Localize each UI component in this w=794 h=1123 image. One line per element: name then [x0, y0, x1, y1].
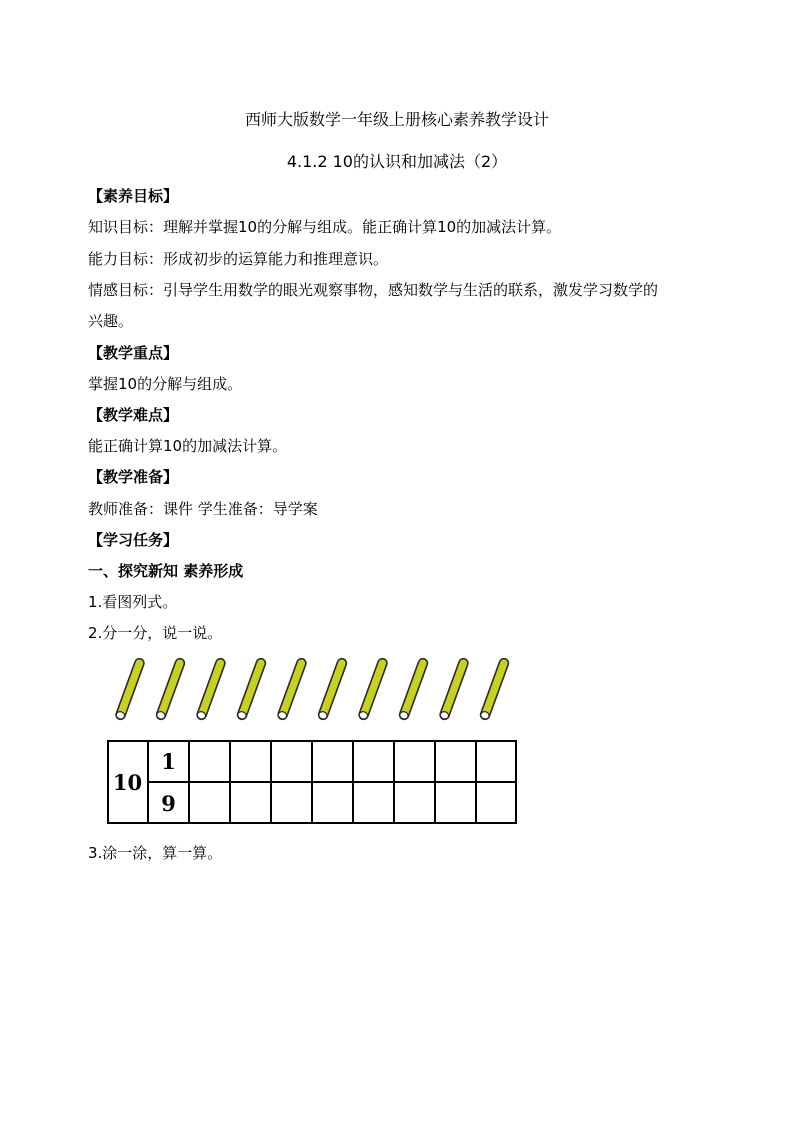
goals-heading: 【素养目标】 [88, 187, 179, 205]
step-1: 1.看图列式。 [88, 593, 178, 611]
grid-total-number: 10 [112, 770, 143, 795]
counting-stick [236, 657, 266, 720]
difficulty-heading: 【教学难点】 [88, 406, 179, 424]
counting-stick [479, 657, 509, 720]
counting-sticks-figure [110, 652, 530, 732]
difficulty: 能正确计算10的加减法计算。 [88, 437, 288, 455]
grid-top-first-number: 1 [161, 749, 176, 774]
counting-stick [358, 657, 388, 720]
document-title: 西师大版数学一年级上册核心素养教学设计 [244, 110, 549, 129]
grid-bottom-first-number: 9 [161, 791, 176, 816]
counting-stick [277, 657, 307, 720]
counting-stick [398, 657, 428, 720]
step-2: 2.分一分，说一说。 [88, 624, 223, 642]
prep: 教师准备：课件 学生准备：导学案 [88, 500, 318, 518]
document-subtitle: 4.1.2 10的认识和加减法（2） [286, 152, 508, 171]
counting-stick [115, 657, 145, 720]
counting-stick [317, 657, 347, 720]
key-point: 掌握10的分解与组成。 [88, 375, 243, 393]
decomposition-grid [107, 740, 517, 824]
knowledge-goal: 知识目标：理解并掌握10的分解与组成。能正确计算10的加减法计算。 [88, 218, 562, 236]
counting-stick [196, 657, 226, 720]
ability-goal: 能力目标：形成初步的运算能力和推理意识。 [88, 250, 389, 268]
tasks-heading: 【学习任务】 [88, 531, 179, 549]
key-point-heading: 【教学重点】 [88, 344, 179, 362]
prep-heading: 【教学准备】 [88, 468, 179, 486]
emotion-goal-1: 情感目标：引导学生用数学的眼光观察事物，感知数学与生活的联系，激发学习数学的 [88, 281, 659, 299]
emotion-goal-2: 兴趣。 [88, 312, 134, 330]
step-3: 3.涂一涂，算一算。 [88, 844, 223, 862]
section-1: 一、探究新知 素养形成 [88, 562, 244, 580]
counting-stick [439, 657, 469, 720]
counting-stick [155, 657, 185, 720]
